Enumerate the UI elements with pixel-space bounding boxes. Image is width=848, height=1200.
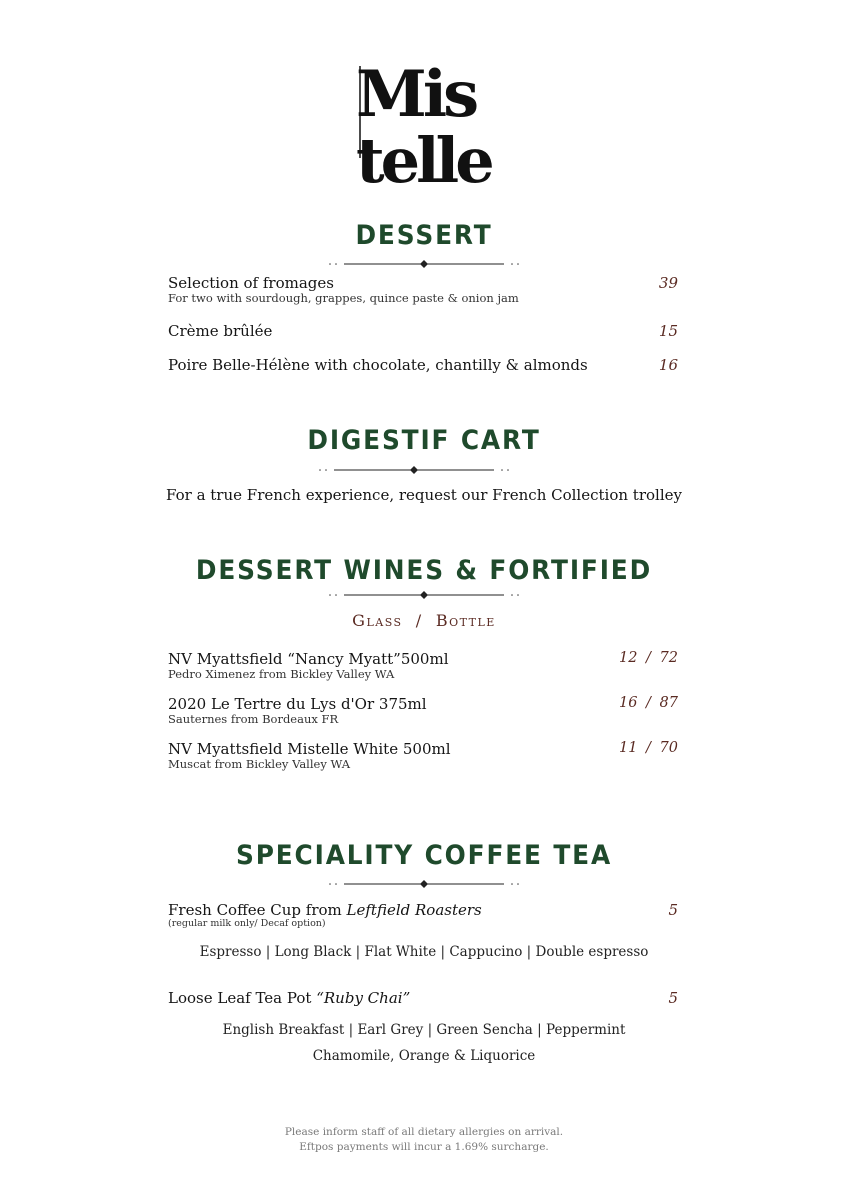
wines-heading: DESSERT WINES & FORTIFIED [195, 555, 653, 586]
coffee-price: 5 [668, 901, 678, 919]
dessert-item-price: 16 [658, 356, 678, 374]
coffee-options: Espresso | Long Black | Flat White | Cappucino | Double espresso [199, 944, 649, 960]
tea-special: “Ruby Chai” [316, 989, 411, 1007]
digestif-note: For a true French experience, request our French Collection trolley [166, 486, 682, 504]
svg-text:Mis: Mis [356, 58, 476, 132]
coffee-name: Fresh Coffee Cup from [168, 901, 347, 919]
dessert-item-name: Selection of fromages [168, 274, 334, 292]
dessert-item-price: 15 [658, 322, 678, 340]
tea-options-2: Chamomile, Orange & Liquorice [312, 1048, 536, 1064]
tea-options-1: English Breakfast | Earl Grey | Green Sencha | Peppermint [222, 1022, 626, 1038]
dessert-item-desc: For two with sourdough, grappes, quince paste & onion jam [168, 291, 519, 305]
glass-bottle-label: Glass / Bottle [352, 611, 496, 630]
dessert-item-name: Crème brûlée [168, 322, 273, 340]
tea-name: Loose Leaf Tea Pot [168, 989, 317, 1007]
coffee-tea-heading: SPECIALITY COFFEE TEA [235, 840, 613, 871]
digestif-heading: DIGESTIF CART [307, 425, 541, 456]
wine-item-name: 2020 Le Tertre du Lys d'Or 375ml [168, 695, 427, 713]
wine-item-desc: Sauternes from Bordeaux FR [168, 712, 339, 726]
wine-item-desc: Muscat from Bickley Valley WA [168, 757, 351, 771]
tea-item-name [168, 989, 410, 1007]
ornament-divider [0, 464, 848, 476]
ornament-divider [0, 258, 848, 270]
coffee-roaster: Leftfield Roasters [346, 901, 482, 919]
tea-price: 5 [668, 989, 678, 1007]
wine-item-name: NV Myattsfield “Nancy Myatt”500ml [168, 650, 449, 668]
footer [0, 1125, 848, 1155]
coffee-note: (regular milk only/ Decaf option) [168, 918, 326, 929]
wine-item-desc: Pedro Ximenez from Bickley Valley WA [168, 667, 395, 681]
mistelle-logo [356, 58, 496, 188]
coffee-item-name [168, 901, 482, 919]
wine-item-price: 12 / 72 [618, 650, 678, 666]
ornament-divider [0, 589, 848, 601]
ornament-divider [0, 878, 848, 890]
footer-surcharge-note: Eftpos payments will incur a 1.69% surcharge. [299, 1141, 549, 1153]
footer-allergy-note: Please inform staff of all dietary allergies on arrival. [284, 1126, 564, 1138]
dessert-item-price: 39 [658, 274, 678, 292]
dessert-heading: DESSERT [355, 220, 493, 251]
wine-item-price: 16 / 87 [618, 695, 678, 711]
svg-text:telle: telle [356, 124, 491, 188]
wine-item-name: NV Myattsfield Mistelle White 500ml [168, 740, 451, 758]
wine-item-price: 11 / 70 [618, 740, 678, 756]
dessert-item-name: Poire Belle-Hélène with chocolate, chantilly & almonds [168, 356, 588, 374]
